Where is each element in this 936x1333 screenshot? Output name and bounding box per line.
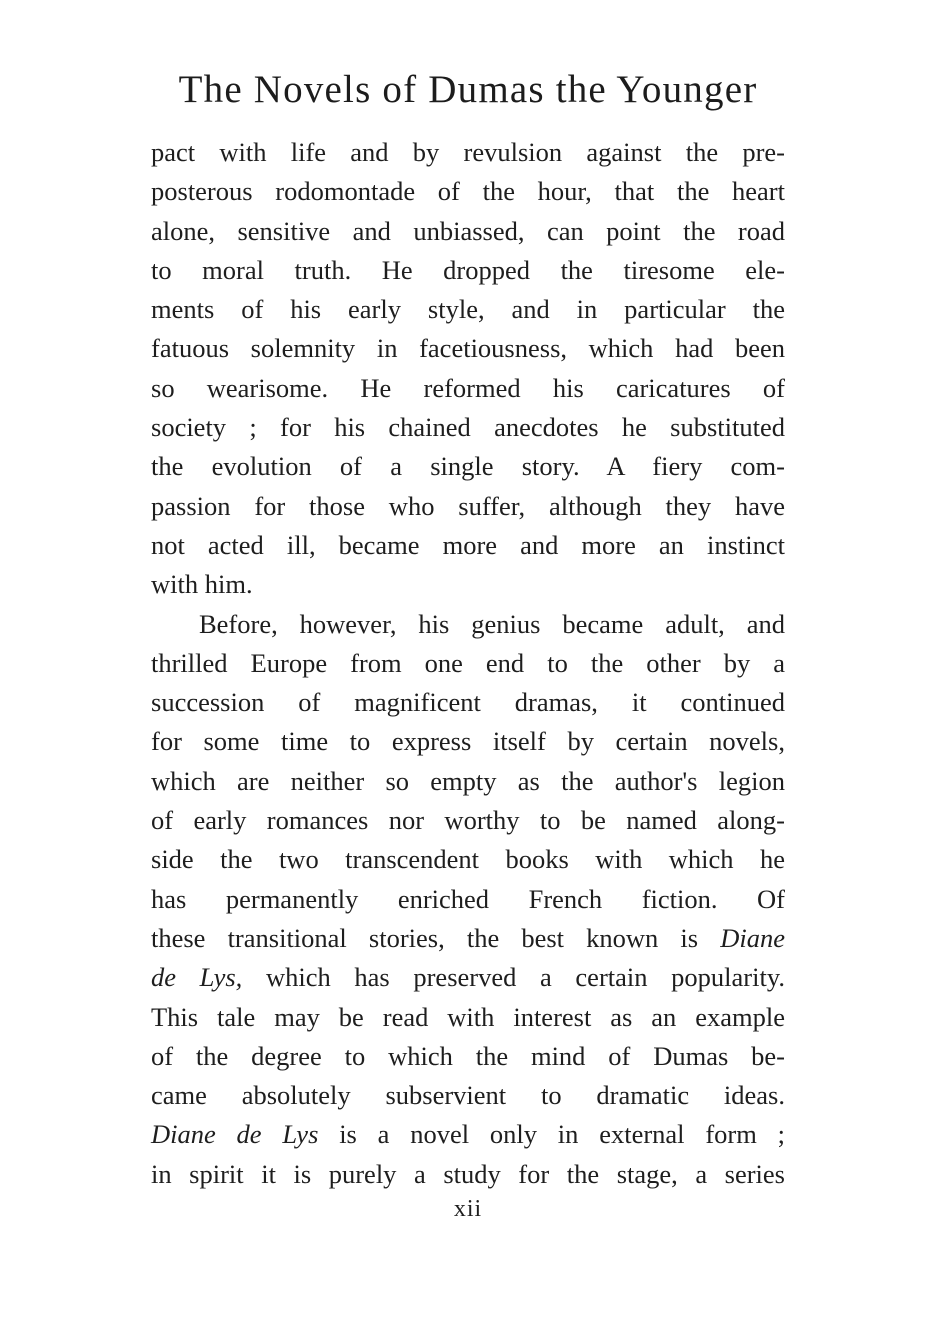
text-line: passion for those who suffer, although they have: [151, 490, 785, 521]
text-line: has permanently enriched French fiction. Of: [151, 883, 785, 914]
text-line: pact with life and by revulsion against the pre-: [151, 137, 785, 167]
body-text: [151, 133, 785, 1194]
text-line: not acted ill, became more and more an instinct: [151, 529, 785, 560]
text-line: with him.: [151, 569, 253, 600]
text-line: for some time to express itself by certain novels,: [151, 726, 785, 757]
text-line: [151, 1115, 785, 1154]
italic-title: de Lys,: [151, 962, 243, 993]
italic-title: Diane: [720, 922, 785, 953]
text-run: which has preserved a certain popularity.: [265, 962, 785, 993]
text-run: these transitional stories, the best known is: [151, 922, 699, 953]
running-title: The Novels of Dumas the Younger: [178, 68, 758, 111]
text-line: the evolution of a single story. A fiery com-: [151, 451, 785, 482]
text-run: is a novel only in external form ;: [339, 1119, 785, 1150]
text-line: thrilled Europe from one end to the other by a: [151, 647, 785, 678]
text-line: posterous rodomontade of the hour, that the heart: [151, 176, 785, 207]
page-number: xii: [453, 1196, 483, 1222]
text-line: ments of his early style, and in particular the: [151, 294, 785, 325]
text-line: This tale may be read with interest as an example: [151, 1001, 785, 1032]
text-line: of the degree to which the mind of Dumas be-: [151, 1040, 785, 1071]
text-line: [151, 919, 785, 958]
text-line: in spirit it is purely a study for the stage, a series: [151, 1158, 785, 1189]
text-line: came absolutely subservient to dramatic ideas.: [151, 1080, 785, 1111]
text-line: to moral truth. He dropped the tiresome ele-: [151, 254, 785, 285]
text-line: fatuous solemnity in facetiousness, which had been: [151, 333, 785, 364]
text-line: succession of magnificent dramas, it continued: [151, 687, 785, 718]
text-line: which are neither so empty as the author's legion: [151, 765, 785, 796]
text-line: alone, sensitive and unbiassed, can point the road: [151, 215, 785, 246]
italic-title: Diane de Lys: [151, 1119, 319, 1150]
text-line: side the two transcendent books with which he: [151, 844, 785, 875]
text-line: [151, 958, 785, 997]
text-line: Before, however, his genius became adult, and: [199, 608, 785, 639]
text-line: society ; for his chained anecdotes he substituted: [151, 412, 785, 443]
text-line: of early romances nor worthy to be named along-: [151, 805, 785, 836]
text-line: so wearisome. He reformed his caricatures of: [151, 372, 785, 403]
